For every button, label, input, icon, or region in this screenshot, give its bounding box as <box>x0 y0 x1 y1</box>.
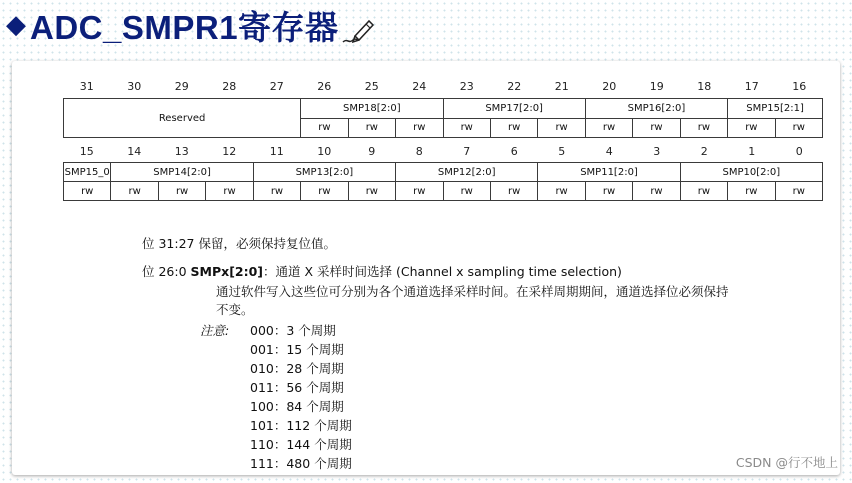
access-cell: rw <box>396 182 443 201</box>
reserved-field: Reserved <box>64 99 301 138</box>
cycle-option: 110：144 个周期 <box>250 437 352 452</box>
bit-number: 22 <box>507 80 522 93</box>
bit-number: 3 <box>653 145 661 158</box>
access-cell: rw <box>301 118 348 138</box>
access-cell: rw <box>443 182 490 201</box>
bit26-0-field: SMPx[2:0] <box>190 264 264 279</box>
bit-number: 9 <box>368 145 376 158</box>
access-cell: rw <box>728 118 775 138</box>
access-cell: rw <box>490 118 537 138</box>
bit-number: 27 <box>269 80 284 93</box>
cycle-option: 100：84 个周期 <box>250 399 344 414</box>
access-cell: rw <box>538 182 585 201</box>
field-smp15-high: SMP15[2:1] <box>728 99 823 119</box>
bit-number: 7 <box>463 145 471 158</box>
cycle-option: 101：112 个周期 <box>250 418 352 433</box>
cycle-option: 000：3 个周期 <box>250 323 336 338</box>
cycle-option: 111：480 个周期 <box>250 456 352 471</box>
upper-bit-numbers <box>63 80 823 96</box>
bit-number: 23 <box>459 80 474 93</box>
cycle-option: 011：56 个周期 <box>250 380 344 395</box>
bit-number: 8 <box>415 145 423 158</box>
access-cell: rw <box>253 182 300 201</box>
bit26-0-description <box>142 262 622 280</box>
field-smp11: SMP11[2:0] <box>538 163 680 182</box>
bit-number: 29 <box>174 80 189 93</box>
lower-register-table <box>63 162 823 201</box>
access-cell: rw <box>348 118 395 138</box>
csdn-watermark: CSDN @行不地上 <box>735 455 838 470</box>
bit26-0-body-line2: 不变。 <box>216 302 254 317</box>
access-cell: rw <box>633 182 680 201</box>
note-label: 注意: <box>200 323 230 338</box>
access-cell: rw <box>585 118 632 138</box>
bit-number: 30 <box>127 80 142 93</box>
bit-number: 12 <box>222 145 237 158</box>
access-cell: rw <box>443 118 490 138</box>
access-cell: rw <box>585 182 632 201</box>
bit-number: 28 <box>222 80 237 93</box>
lower-bit-numbers <box>63 145 823 161</box>
bit26-0-label: 位 26:0 <box>142 264 187 279</box>
page-title: ADC_SMPR1寄存器 <box>30 8 339 46</box>
access-cell: rw <box>348 182 395 201</box>
access-cell: rw <box>111 182 158 201</box>
bit31-27-description <box>142 234 336 252</box>
bit-number: 17 <box>744 80 759 93</box>
bit-number: 18 <box>697 80 712 93</box>
access-cell: rw <box>64 182 111 201</box>
access-cell: rw <box>775 182 822 201</box>
bit-number: 2 <box>700 145 708 158</box>
field-smp15-low: SMP15_0 <box>64 163 111 182</box>
bit-number: 24 <box>412 80 427 93</box>
field-smp13: SMP13[2:0] <box>253 163 395 182</box>
bit-number: 15 <box>79 145 94 158</box>
bit-number: 25 <box>364 80 379 93</box>
access-cell: rw <box>728 182 775 201</box>
access-cell: rw <box>538 118 585 138</box>
bit-number: 11 <box>269 145 284 158</box>
access-cell: rw <box>301 182 348 201</box>
content-panel <box>12 61 840 475</box>
bit-number: 0 <box>795 145 803 158</box>
field-smp16: SMP16[2:0] <box>585 99 727 119</box>
field-smp17: SMP17[2:0] <box>443 99 585 119</box>
field-smp12: SMP12[2:0] <box>396 163 538 182</box>
bit26-0-title: ：通道 X 采样时间选择 (Channel x sampling time selection) <box>263 264 622 279</box>
slide-title <box>6 2 375 48</box>
access-cell: rw <box>158 182 205 201</box>
bit-number: 21 <box>554 80 569 93</box>
access-cell: rw <box>396 118 443 138</box>
bit-number: 19 <box>649 80 664 93</box>
bit-number: 26 <box>317 80 332 93</box>
cycle-option: 001：15 个周期 <box>250 342 344 357</box>
bit-number: 4 <box>605 145 613 158</box>
access-cell: rw <box>206 182 253 201</box>
bit26-0-body-line1: 通过软件写入这些位可分别为各个通道选择采样时间。在采样周期期间，通道选择位必须保持 <box>216 284 729 299</box>
cycle-option: 010：28 个周期 <box>250 361 344 376</box>
access-cell: rw <box>680 118 727 138</box>
bit-number: 14 <box>127 145 142 158</box>
upper-register-table <box>63 98 823 138</box>
bit-number: 20 <box>602 80 617 93</box>
field-smp10: SMP10[2:0] <box>680 163 822 182</box>
bit-number: 1 <box>748 145 756 158</box>
bit-number: 16 <box>792 80 807 93</box>
diamond-bullet-icon: ◆ <box>6 10 26 40</box>
bit31-27-text: 保留，必须保持复位值。 <box>198 236 336 251</box>
access-cell: rw <box>490 182 537 201</box>
access-cell: rw <box>775 118 822 138</box>
bit-number: 31 <box>79 80 94 93</box>
field-smp14: SMP14[2:0] <box>111 163 253 182</box>
field-smp18: SMP18[2:0] <box>301 99 443 119</box>
bit31-27-label: 位 31:27 <box>142 236 195 251</box>
pencil-icon <box>341 16 375 46</box>
bit-number: 13 <box>174 145 189 158</box>
bit-number: 10 <box>317 145 332 158</box>
bit-number: 5 <box>558 145 566 158</box>
access-cell: rw <box>680 182 727 201</box>
access-cell: rw <box>633 118 680 138</box>
bit-number: 6 <box>510 145 518 158</box>
